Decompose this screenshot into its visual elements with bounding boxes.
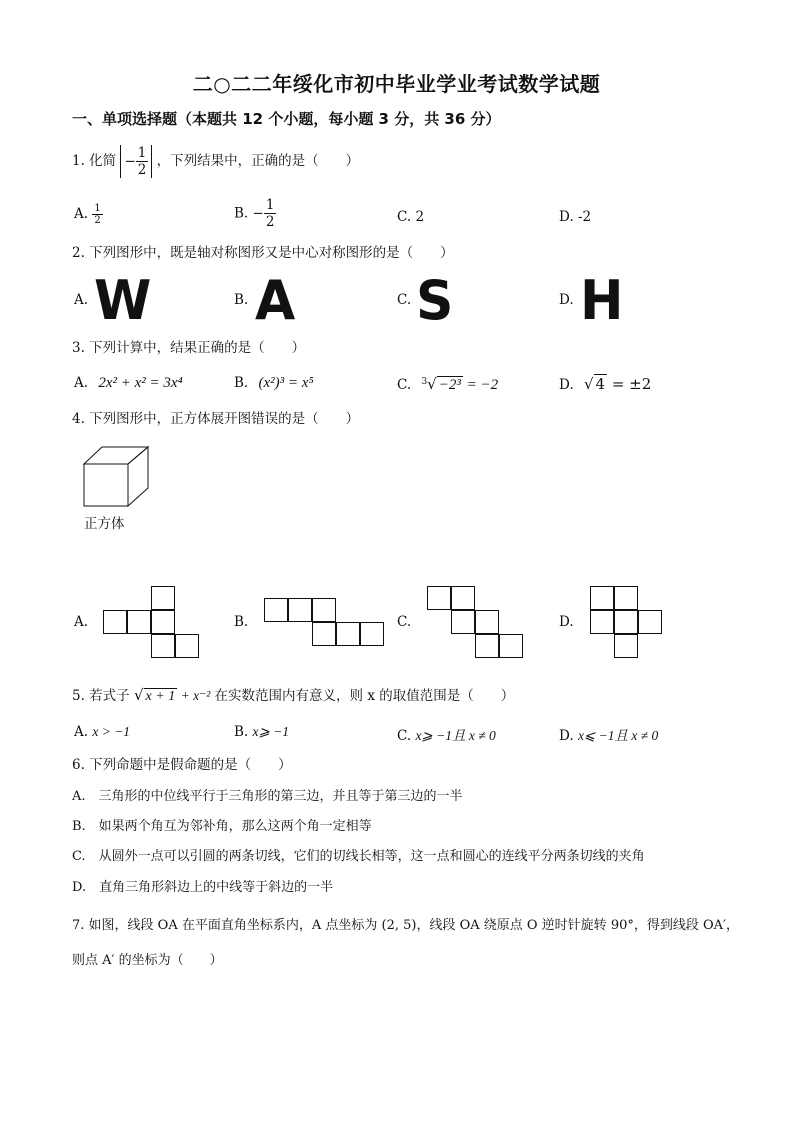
question-6: 6. 下列命题中是假命题的是（ ） [72,757,292,773]
q1-a-den: 2 [94,215,101,226]
q3-a-expression: 2x² + x² = 3x⁴ [98,375,183,391]
question-4: 4. 下列图形中，正方体展开图错误的是（ ） [72,411,360,427]
net-square [312,598,336,622]
q5-power-term: x⁻² [193,688,211,703]
q3-option-a[interactable] [74,375,183,392]
q3-c-root-index: 3 [421,376,428,387]
q6-option-a[interactable]: A. 三角形的中位线平行于三角形的第三边，并且等于第三边的一半 [72,789,463,804]
q3-a-label: A. [74,375,89,391]
q6-option-b[interactable]: B. 如果两个角互为邻补角，那么这两个角一定相等 [72,819,372,834]
net-square [264,598,288,622]
section-heading: 一、单项选择题（本题共 12 个小题，每小题 3 分，共 36 分） [72,110,501,128]
q4-a-label: A. [74,614,89,630]
net-square [451,610,475,634]
q3-d-rhs: = ±2 [607,375,652,393]
q5-option-b[interactable] [234,724,289,740]
q2-a-letter[interactable]: W [94,269,152,333]
net-square [475,610,499,634]
q5-suffix: 在实数范围内有意义，则 x 的取值范围是（ ） [214,688,515,704]
q3-option-b[interactable] [234,375,314,392]
q1-sign: − [124,153,136,170]
question-7-line-1: 7. 如图，线段 OA 在平面直角坐标系内，A 点坐标为 (2, 5)，线段 OA 绕原点 O 逆时针旋转 90°，得到线段 OA′， [72,918,739,933]
q1-option-c[interactable] [397,209,424,225]
q3-d-label: D. [559,377,574,393]
q3-b-expression: (x²)³ = x⁵ [258,375,314,391]
q6-option-c[interactable]: C. 从圆外一点可以引圆的两条切线，它们的切线长相等，这一点和圆心的连线平分两条切线的夹角 [72,849,645,864]
net-square [427,586,451,610]
q1-d-label: D. [559,209,574,225]
net-square [590,586,614,610]
question-1 [72,145,359,178]
net-square [614,586,638,610]
q5-a-label: A. [74,724,89,740]
net-square [175,634,199,658]
q3-c-rhs: = −2 [462,377,499,393]
question-2: 2. 下列图形中，既是轴对称图形又是中心对称图形的是（ ） [72,245,454,261]
q3-b-label: B. [234,375,249,391]
q5-plus: + [177,688,194,703]
q3-d-radicand: 4 [595,375,606,393]
q2-d-letter[interactable]: H [580,269,624,333]
net-square [360,622,384,646]
net-square [103,610,127,634]
q5-radicand: x + 1 [145,689,176,704]
q2-c-label: C. [397,292,412,308]
q5-prefix: 5. 若式子 [72,688,130,704]
q4-b-label: B. [234,614,249,630]
q1-a-fraction [92,203,102,226]
q1-prefix: 1. 化简 [72,153,117,169]
q5-b-expression: x⩾ −1 [252,724,290,739]
page-title: 二○二二年绥化市初中毕业学业考试数学试题 [192,72,601,96]
q3-c-label: C. [397,377,412,393]
q4-c-label: C. [397,614,412,630]
net-square [151,586,175,610]
q5-d-label: D. [559,728,574,744]
q1-option-d[interactable] [559,209,591,225]
q5-option-a[interactable] [74,724,130,740]
q3-option-d[interactable]: D. √ 4 = ±2 [559,375,652,393]
net-square [638,610,662,634]
net-square [336,622,360,646]
question-3: 3. 下列计算中，结果正确的是（ ） [72,340,306,356]
q1-a-num: 1 [94,203,101,214]
q1-denominator: 2 [137,162,147,178]
cube-figure [80,444,152,508]
q5-c-label: C. [397,728,412,744]
q1-fraction [136,145,149,178]
net-square [614,634,638,658]
net-square [590,610,614,634]
q5-c-expression: x⩾ −1且 x ≠ 0 [415,728,496,743]
q1-b-num: 1 [265,197,275,213]
net-square [451,586,475,610]
q1-numerator: 1 [137,145,147,161]
net-square [614,610,638,634]
q2-a-label: A. [74,292,89,308]
q2-b-label: B. [234,292,249,308]
q1-absolute-value [120,145,152,178]
q6-option-d[interactable]: D. 直角三角形斜边上的中线等于斜边的一半 [72,880,334,895]
q4-d-label: D. [559,614,574,630]
q1-c-label: C. [397,209,412,225]
cube-caption: 正方体 [84,516,125,532]
q5-option-c[interactable] [397,724,496,744]
q1-d-value: -2 [577,209,592,225]
q3-option-c[interactable]: C. $^3$√ −2³ = −2 [397,375,499,393]
q5-a-expression: x > −1 [92,724,131,739]
q2-c-letter[interactable]: S [416,269,454,333]
q1-a-label: A. [74,206,89,222]
question-7-line-2: 则点 A′ 的坐标为（ ） [72,953,223,968]
q5-option-d[interactable] [559,724,658,744]
question-5: 5. 若式子 √ x + 1 + x⁻² 在实数范围内有意义，则 x 的取值范围是（ ） [72,686,515,704]
q2-d-label: D. [559,292,574,308]
q5-b-label: B. [234,724,249,740]
net-square [127,610,151,634]
q1-suffix: ，下列结果中，正确的是（ ） [156,153,360,169]
q1-option-b[interactable] [234,197,276,230]
net-square [499,634,523,658]
q1-b-label: B. [234,205,249,222]
q1-b-sign: − [252,205,264,222]
q1-b-den: 2 [265,214,275,230]
net-square [288,598,312,622]
net-square [151,610,175,634]
net-square [312,622,336,646]
q5-d-expression: x⩽ −1且 x ≠ 0 [577,728,659,743]
q3-c-radicand: −2³ [438,377,461,393]
q1-b-fraction [264,197,277,230]
q1-option-a[interactable] [74,203,103,226]
net-square [151,634,175,658]
q1-c-value: 2 [415,209,425,225]
q2-b-letter[interactable]: A [255,269,296,333]
net-square [475,634,499,658]
